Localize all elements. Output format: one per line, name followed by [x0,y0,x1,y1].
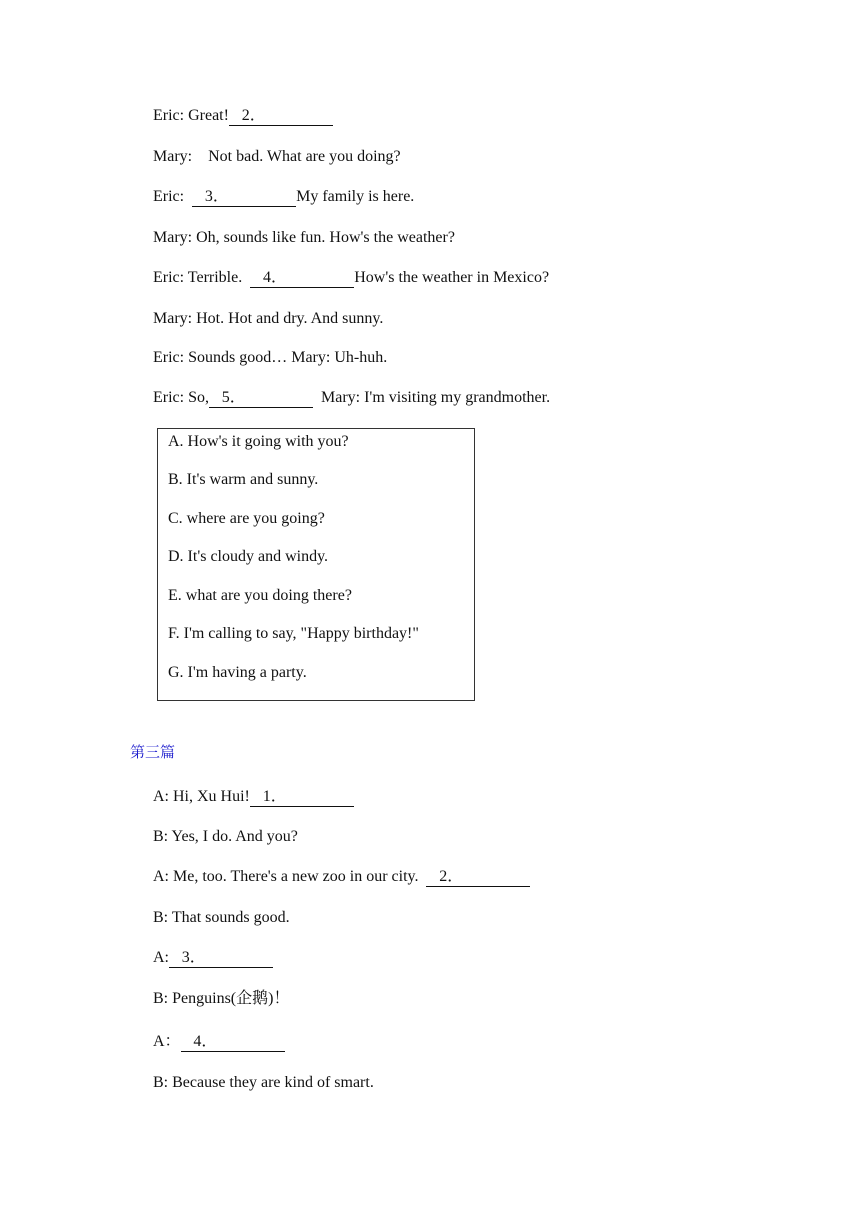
blank-number: 4． [263,269,288,286]
dialogue-text: A: [153,949,169,966]
dialogue-text: Mary: Oh, sounds like fun. How's the weather? [153,229,455,246]
dialogue-line [153,228,455,248]
blank-number: 4． [193,1033,218,1050]
dialogue-text: A： [153,1033,181,1050]
option-b: B. It's warm and sunny. [168,471,319,488]
blank-number: 1． [262,788,287,805]
answer-blank[interactable] [426,868,530,887]
dialogue-line [153,827,298,847]
section-heading: 第三篇 [130,743,176,761]
option-a: A. How's it going with you? [168,433,349,450]
answer-blank[interactable] [229,107,333,126]
blank-number: 2． [241,107,266,124]
dialogue-text: My family is here. [296,188,415,205]
option-f: F. I'm calling to say, "Happy birthday!" [168,625,419,642]
dialogue-line [153,388,550,408]
option-c: C. where are you going? [168,510,325,527]
dialogue-line [153,948,273,968]
dialogue-text: Mary: Not bad. What are you doing? [153,148,401,165]
dialogue-text: Eric: Great! [153,107,229,124]
dialogue-text: B: Penguins(企鹅)！ [153,990,290,1007]
blank-number: 5． [221,389,246,406]
dialogue-line [153,309,383,329]
dialogue-line [153,147,401,167]
answer-blank[interactable] [169,949,273,968]
dialogue-text: Eric: So, [153,389,209,406]
answer-blank[interactable] [192,188,296,207]
dialogue-text: Eric: [153,188,193,205]
answer-blank[interactable] [209,389,313,408]
answer-blank[interactable] [250,269,354,288]
dialogue-line [153,1032,285,1052]
option-g: G. I'm having a party. [168,664,307,681]
blank-number: 3． [204,188,229,205]
dialogue-line [153,867,530,887]
answer-blank[interactable] [181,1033,285,1052]
dialogue-line [153,187,414,207]
dialogue-text: Eric: Terrible. [153,269,251,286]
dialogue-text: B: Yes, I do. And you? [153,828,298,845]
dialogue-text: Eric: Sounds good… Mary: Uh-huh. [153,349,388,366]
dialogue-line [153,268,549,288]
blank-number: 2． [439,868,464,885]
dialogue-line [153,348,387,368]
dialogue-line [153,989,289,1009]
dialogue-line [153,787,354,807]
blank-number: 3． [181,949,206,966]
dialogue-text: B: Because they are kind of smart. [153,1074,374,1091]
options-box [157,428,475,701]
option-e: E. what are you doing there? [168,587,352,604]
dialogue-line [153,908,290,928]
dialogue-text: B: That sounds good. [153,909,290,926]
option-d: D. It's cloudy and windy. [168,548,329,565]
dialogue-text: A: Hi, Xu Hui! [153,788,250,805]
dialogue-text: Mary: I'm visiting my grandmother. [313,389,551,406]
dialogue-text: Mary: Hot. Hot and dry. And sunny. [153,310,384,327]
dialogue-text: A: Me, too. There's a new zoo in our city. [153,868,427,885]
dialogue-text: How's the weather in Mexico? [354,269,550,286]
dialogue-line [153,106,333,126]
dialogue-line [153,1073,374,1093]
answer-blank[interactable] [250,788,354,807]
